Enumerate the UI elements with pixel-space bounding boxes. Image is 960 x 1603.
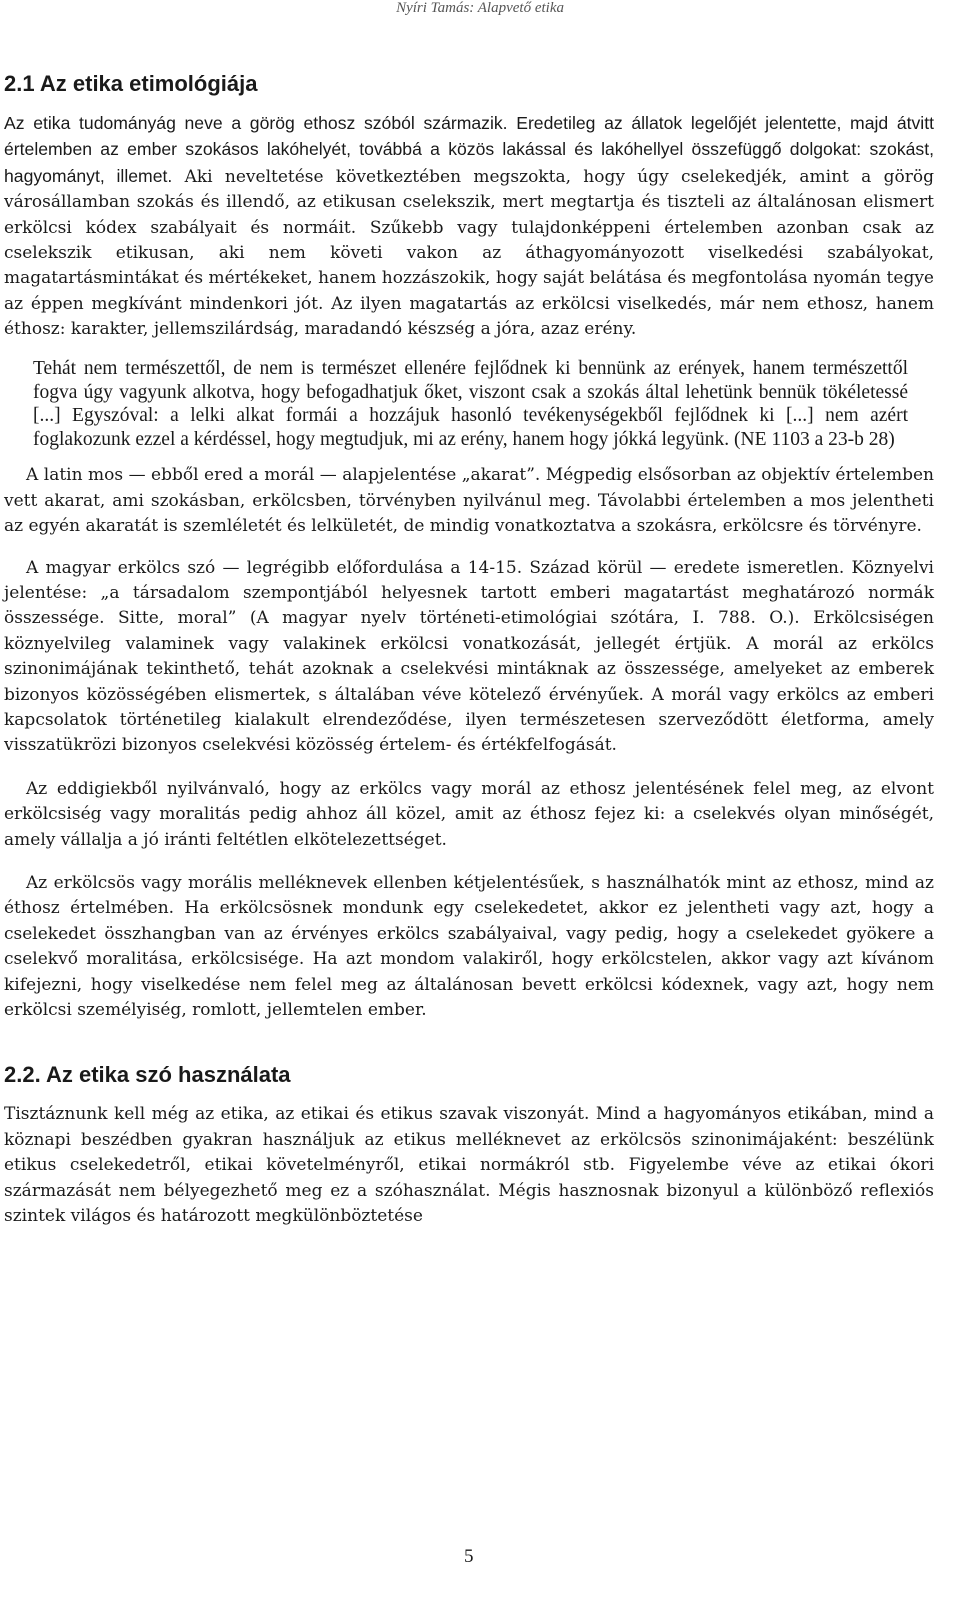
paragraph-hungarian-erkolcs: A magyar erkölcs szó — legrégibb előfordulása a 14-15. Század körül — eredete ismeretlen. Köznyelvi jelentése: „a társadalom szempontjából helyesnek tartott emberi magatartást meghatározó normák összessége. Sitte, moral” (A magyar nyelv történeti-etimológiai szótára, I. 788. O.). Erkölcsiségen köznyelvileg valaminek vagy valakinek erkölcsi vonatkozását, jellegét értjük. A morál az erkölcs szinonimájának tekinthető, tehát azoknak a cselekvési mintáknak az összessége, amelyeket az emberek bizonyos közösségében elismertek, s általában véve kötelező érvényűek. A morál vagy erkölcs az emberi kapcsolatok történetileg kialakult elrendeződése, ilyen természetesen szerveződött életforma, amely visszatükrözi bizonyos cselekvési közösség értelem- és értékfelfogását. [4, 557, 934, 756]
paragraph-word-usage: Tisztáznunk kell még az etika, az etikai és etikus szavak viszonyát. Mind a hagyományos etikában, mind a köznapi beszédben gyakran használjuk az etikus melléknevet az erkölcsös szinonimájaként: beszélünk etikus cselekedetről, etikai követelményről, etikai normákról stb. Figyelembe véve az etikai ókori származását nem bélyegezhető meg ez a szóhasználat. Mégis hasznosnak bizonyul a különböző reflexiós szintek világos és határozott megkülönböztetése [4, 1104, 934, 1227]
paragraph-adjectives: Az erkölcsös vagy morális melléknevek ellenben kétjelentésűek, s használhatók mint az ethosz, mind az éthosz értelmében. Ha erkölcsösnek mondunk egy cselekedetet, akkor ez jelentheti vagy azt, hogy a cselekedet összhangban van az érvényes erkölcs szabályaival, vagy pedig, hogy a cselekedet gyökere a cselekvő moralitása, erkölcsisége. Ha azt mondom valakiről, hogy erkölcstelen, akkor vagy azt kívánom kifejezni, hogy viselkedése nem felel meg az általánosan bevett erkölcsi kódexnek, vagy azt, hogy nem erkölcsi személyiség, romlott, jellemtelen ember. [4, 872, 934, 1020]
running-header: Nyíri Tamás: Alapvető etika [396, 0, 564, 16]
page-number: 5 [464, 1546, 474, 1567]
paragraph-latin-mos: A latin mos — ebből ered a morál — alapjelentése „akarat”. Mégpedig elsősorban az objektív értelemben vett akarat, ami szokásban, erkölcsben, törvényben nyilvánul meg. Távolabbi értelemben a mos jelentheti az egyén akaratát is szemléletét és lelkületét, de mindig vonatkoztatva a szokásra, erkölcsre és törvényre. [4, 465, 934, 537]
paragraph-ethosz-ethos: Az eddigiekből nyilvánvaló, hogy az erkölcs vagy morál az ethosz jelentésének felel meg, az elvont erkölcsiség vagy moralitás pedig ahhoz áll közel, amit az éthosz fejez ki: a cselekvés olyan minőségét, amely vállalja a jó iránti feltétlen elkötelezettséget. [4, 778, 934, 850]
section-heading-2-1: 2.1 Az etika etimológiája [4, 71, 258, 96]
paragraph-etymology-sans-part: Az etika tudományág neve a görög ethosz szóból származik. Eredetileg az állatok legelőjét jelentette, majd átvitt értelemben az ember szokásos lakóhelyét, továbbá a közös lakással és lakóhellyel összefüggő dolgokat: szokást, hagyományt, illemet. [4, 113, 934, 186]
aristotle-quote: Tehát nem természettől, de nem is természet ellenére fejlődnek ki bennünk az erények, hanem természettől fogva úgy vagyunk alkotva, hogy befogadhatjuk őket, viszont csak a szokás által lehetünk bennük tökéletessé [...] Egyszóval: a lelki alkat formái a hozzájuk hasonló tevékenységekből fejlődnek ki [...] nem azért foglakozunk ezzel a kérdéssel, hogy megtudjuk, mi az erény, hanem hogy jókká legyünk. (NE 1103 a 23-b 28) [33, 357, 908, 451]
paragraph-etymology-serif-part: Aki neveltetése következtében megszokta, hogy úgy cselekedjék, amint a görög városállamban szokás és illendő, az etikusan cselekszik, mert megtartja és tiszteli az általánosan elismert erkölcsi kódex szabályait és normáit. Szűkebb vagy tulajdonképpeni értelemben azonban csak az cselekszik etikusan, aki nem követi vakon az áthagyományozott viselkedési szabályokat, magatartásmintákat és mértékeket, hanem hozzászokik, hogy saját belátása és megfontolása nyomán tegye az éppen megkívánt mindenkori jót. Az ilyen magatartás az erkölcsi viselkedés, már nem ethosz, hanem éthosz: karakter, jellemszilárdság, maradandó készség a jóra, azaz erény. [4, 166, 934, 340]
page-content [4, 70, 934, 1229]
paragraph-etymology [4, 111, 934, 343]
section-heading-2-2: 2.2. Az etika szó használata [4, 1062, 291, 1088]
